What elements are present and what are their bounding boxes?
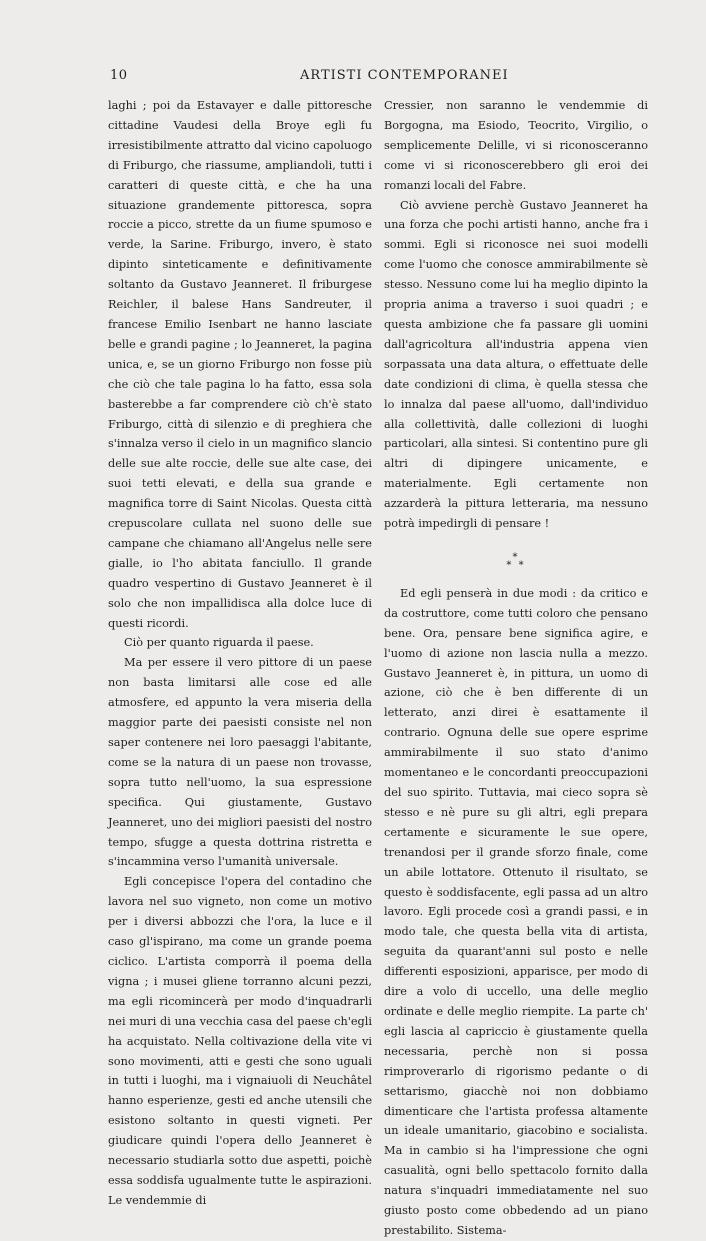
paragraph: Ma per essere il vero pittore di un paese non basta limitarsi alle cose ed alle atmosfere, ed appunto la vera miseria della maggior parte dei paesisti consiste nel non saper contenere nei loro paesaggi l'abitante, come se la natura di un paese non trovasse, sopra tutto nell'uomo, la sua espressione specifica. Qui giustamente, Gustavo Jeanneret, uno dei migliori paesisti del nostro tempo, sfugge a questa dottrina ristretta e s'incammina verso l'umanità universale. [108,656,372,869]
section-separator [384,551,648,571]
paragraph: Egli concepisce l'opera del contadino che lavora nel suo vigneto, non come un motivo per i diversi abbozzi che l'ora, la luce e il caso gl'ispirano, ma come un grande poema ciclico. L'artista comporrà il poema della vigna ; i musei gliene torranno alcuni pezzi, ma egli ricomincerà per modo d'inquadrarli nei muri di una vecchia casa del paese ch'egli ha acquistato. Nella coltivazione della vite vi sono movimenti, atti e gesti che sono uguali in tutti i luoghi, ma i vignaiuoli di Neuchâtel hanno esperienze, gesti ed anche utensili che esistono soltanto in questi vigneti. Per giudicare quindi l'opera dello Jeanneret è necessario studiarla sotto due aspetti, poichè essa soddisfa ugualmente tutte le aspirazioni. Le vendemmie di [108,875,372,1207]
running-head: ARTISTI CONTEMPORANEI [300,68,509,83]
page-number: 10 [110,68,128,83]
paragraph: Ed egli penserà in due modi : da critico e da costruttore, come tutti coloro che pensano bene. Ora, pensare bene significa agire, e l'uomo di azione non lascia nulla a mezzo. Gustavo Jeanneret è, in pittura, un uomo di azione, ciò che è ben differente di un letterato, anzi direi è esattamente il contrario. Ognuna delle sue opere esprime ammirabilmente il suo stato d'animo momentaneo e le concordanti preoccupazioni del suo spirito. Tuttavia, mai cieco sopra sè stesso e nè pure su gli altri, egli prepara certamente e sicuramente le sue opere, trenandosi per il grande sforzo finale, come un abile lottatore. Ottenuto il risultato, se questo è soddisfacente, egli passa ad un altro lavoro. Egli procede così a grandi passi, e in modo tale, che questa bella vita di artista, seguita da quarant'anni sul posto e nelle differenti esposizioni, apparisce, per modo di dire a volo di uccello, una delle meglio ordinate e delle meglio riempite. La parte ch' egli lascia al capriccio è giustamente quella necessaria, perchè non si possa rimproverarlo di rigorismo pedante o di settarismo, giacchè noi non dobbiamo dimenticare che l'artista professa altamente un ideale umanitario, giacobino e socialista. Ma in cambio si ha l'impressione che ogni casualità, ogni bello spettacolo fornito dalla natura s'inquadri immediatamente nel suo giusto posto come obbedendo ad un piano prestabilito. Sistema- [384,586,648,1237]
paragraph: Cressier, non saranno le vendemmie di Borgogna, ma Esiodo, Teocrito, Virgilio, o semplicemente Delille, vi si riconosceranno come vi si riconoscerebbero gli eroi dei romanzi locali del Fabre. [384,99,648,192]
left-column [108,96,372,1211]
separator-stars: * * [506,559,526,571]
separator-star: * [512,551,520,563]
paragraph: Ciò avviene perchè Gustavo Jeanneret ha una forza che pochi artisti hanno, anche fra i sommi. Egli si riconosce nei suoi modelli come l'uomo che conosce ammirabilmente sè stesso. Nessuno come lui ha meglio dipinto la propria anima a traverso i suoi quadri ; e questa ambizione che fa passare gli uomini dall'agricoltura all'industria appena vien sorpassata una data altura, o effettuate delle date condizioni di clima, è quella stessa che lo innalza dal paese all'uomo, dall'individuo alla collettività, dalle collezioni di luoghi particolari, alla sintesi. Si contentino pure gli altri di dipingere unicamente, e materialmente. Egli certamente non azzarderà la pittura letteraria, ma nessuno potrà impedirgli di pensare ! [384,198,648,531]
right-column [384,96,648,1241]
paragraph: laghi ; poi da Estavayer e dalle pittoresche cittadine Vaudesi della Broye egli fu irresistibilmente attratto dal vicino capoluogo di Friburgo, che riassume, ampliandoli, tutti i caratteri di queste città, e che ha una situazione grandemente pittoresca, sopra roccie a picco, strette da un fiume spumoso e verde, la Sarine. Friburgo, invero, è stato dipinto sinteticamente e definitivamente soltanto da Gustavo Jeanneret. Il friburgese Reichler, il balese Hans Sandreuter, il francese Emilio Isenbart ne hanno lasciate belle e grandi pagine ; lo Jeanneret, la pagina unica, e, se un giorno Friburgo non fosse più che ciò che tale pagina lo ha fatto, essa sola basterebbe a far comprendere ciò ch'è stato Friburgo, città di silenzio e di preghiera che s'innalza verso il cielo in un magnifico slancio delle sue alte roccie, delle sue alte case, dei suoi tetti elevati, e della sua grande e magnifica torre di Saint Nicolas. Questa città crepuscolare cullata nel suono delle sue campane che chiamano all'Angelus nelle sere gialle, io l'ho abitata fanciullo. Il grande quadro vespertino di Gustavo Jeanneret è il solo che non impallidisca alla dolce luce di questi ricordi. [108,99,372,630]
paragraph: Ciò per quanto riguarda il paese. [124,636,314,650]
